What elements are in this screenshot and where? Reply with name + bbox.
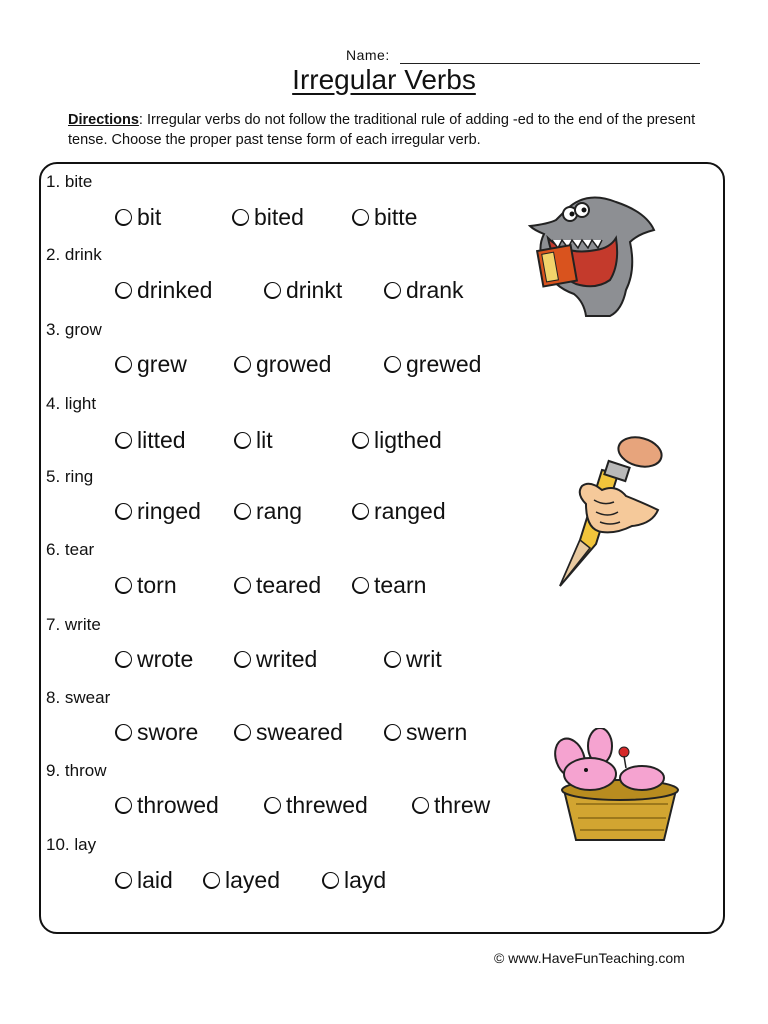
radio-circle-icon[interactable]	[352, 577, 369, 594]
question-label: 5. ring	[46, 467, 94, 486]
radio-circle-icon[interactable]	[384, 282, 401, 299]
radio-circle-icon[interactable]	[115, 432, 132, 449]
directions-label: Directions	[68, 112, 139, 128]
answer-option[interactable]: grew	[115, 351, 187, 378]
question-label: 10. lay	[46, 835, 97, 854]
copyright-footer: © www.HaveFunTeaching.com	[494, 950, 685, 966]
answer-option[interactable]: drinked	[115, 277, 212, 304]
answer-option[interactable]: growed	[234, 351, 331, 378]
radio-circle-icon[interactable]	[115, 797, 132, 814]
answer-option[interactable]: grewed	[384, 351, 481, 378]
answer-option[interactable]: lit	[234, 427, 273, 454]
answer-option[interactable]: bitte	[352, 204, 417, 231]
radio-circle-icon[interactable]	[232, 209, 249, 226]
radio-circle-icon[interactable]	[115, 577, 132, 594]
question-label: 2. drink	[46, 245, 102, 264]
answer-option[interactable]: drank	[384, 277, 464, 304]
radio-circle-icon[interactable]	[234, 503, 251, 520]
answer-option[interactable]: torn	[115, 572, 177, 599]
answer-option[interactable]: throwed	[115, 792, 219, 819]
radio-circle-icon[interactable]	[234, 577, 251, 594]
radio-circle-icon[interactable]	[352, 209, 369, 226]
answer-option[interactable]: writed	[234, 646, 317, 673]
radio-circle-icon[interactable]	[412, 797, 429, 814]
answer-option[interactable]: layd	[322, 867, 386, 894]
question-label: 3. grow	[46, 320, 102, 339]
answer-option[interactable]: drinkt	[264, 277, 342, 304]
question-label: 9. throw	[46, 761, 107, 780]
answer-option[interactable]: ligthed	[352, 427, 442, 454]
answer-option[interactable]: layed	[203, 867, 280, 894]
page-title: Irregular Verbs	[292, 64, 476, 95]
radio-circle-icon[interactable]	[384, 724, 401, 741]
answer-option[interactable]: threw	[412, 792, 490, 819]
radio-circle-icon[interactable]	[234, 356, 251, 373]
radio-circle-icon[interactable]	[384, 356, 401, 373]
radio-circle-icon[interactable]	[384, 651, 401, 668]
radio-circle-icon[interactable]	[115, 282, 132, 299]
answer-option[interactable]: teared	[234, 572, 321, 599]
radio-circle-icon[interactable]	[115, 356, 132, 373]
shark-reading-book-icon	[526, 190, 658, 320]
radio-circle-icon[interactable]	[234, 432, 251, 449]
directions	[68, 110, 708, 150]
answer-option[interactable]: laid	[115, 867, 173, 894]
answer-option[interactable]: litted	[115, 427, 186, 454]
question-label: 8. swear	[46, 688, 111, 707]
answer-option[interactable]: rang	[234, 498, 302, 525]
answer-option[interactable]: swore	[115, 719, 198, 746]
directions-text: : Irregular verbs do not follow the traditional rule of adding -ed to the end of the present tense. Choose the proper past tense form of each irregular verb.	[68, 112, 696, 148]
answer-option[interactable]: wrote	[115, 646, 193, 673]
radio-circle-icon[interactable]	[234, 651, 251, 668]
question-label: 6. tear	[46, 540, 95, 559]
answer-option[interactable]: ranged	[352, 498, 446, 525]
question-label: 1. bite	[46, 172, 93, 191]
name-label: Name:	[346, 47, 390, 63]
radio-circle-icon[interactable]	[115, 872, 132, 889]
answer-option[interactable]: swern	[384, 719, 467, 746]
answer-option[interactable]: writ	[384, 646, 442, 673]
radio-circle-icon[interactable]	[264, 282, 281, 299]
hand-holding-pencil-icon	[556, 434, 666, 588]
radio-circle-icon[interactable]	[115, 651, 132, 668]
mouse-in-basket-icon	[548, 728, 688, 848]
question-label: 7. write	[46, 615, 101, 634]
radio-circle-icon[interactable]	[264, 797, 281, 814]
answer-option[interactable]: threwed	[264, 792, 368, 819]
question-label: 4. light	[46, 394, 97, 413]
answer-option[interactable]: ringed	[115, 498, 201, 525]
radio-circle-icon[interactable]	[203, 872, 220, 889]
answer-option[interactable]: tearn	[352, 572, 426, 599]
radio-circle-icon[interactable]	[115, 209, 132, 226]
answer-option[interactable]: bit	[115, 204, 161, 231]
radio-circle-icon[interactable]	[322, 872, 339, 889]
answer-option[interactable]: bited	[232, 204, 304, 231]
radio-circle-icon[interactable]	[115, 724, 132, 741]
answer-option[interactable]: sweared	[234, 719, 343, 746]
radio-circle-icon[interactable]	[352, 503, 369, 520]
radio-circle-icon[interactable]	[352, 432, 369, 449]
radio-circle-icon[interactable]	[115, 503, 132, 520]
radio-circle-icon[interactable]	[234, 724, 251, 741]
